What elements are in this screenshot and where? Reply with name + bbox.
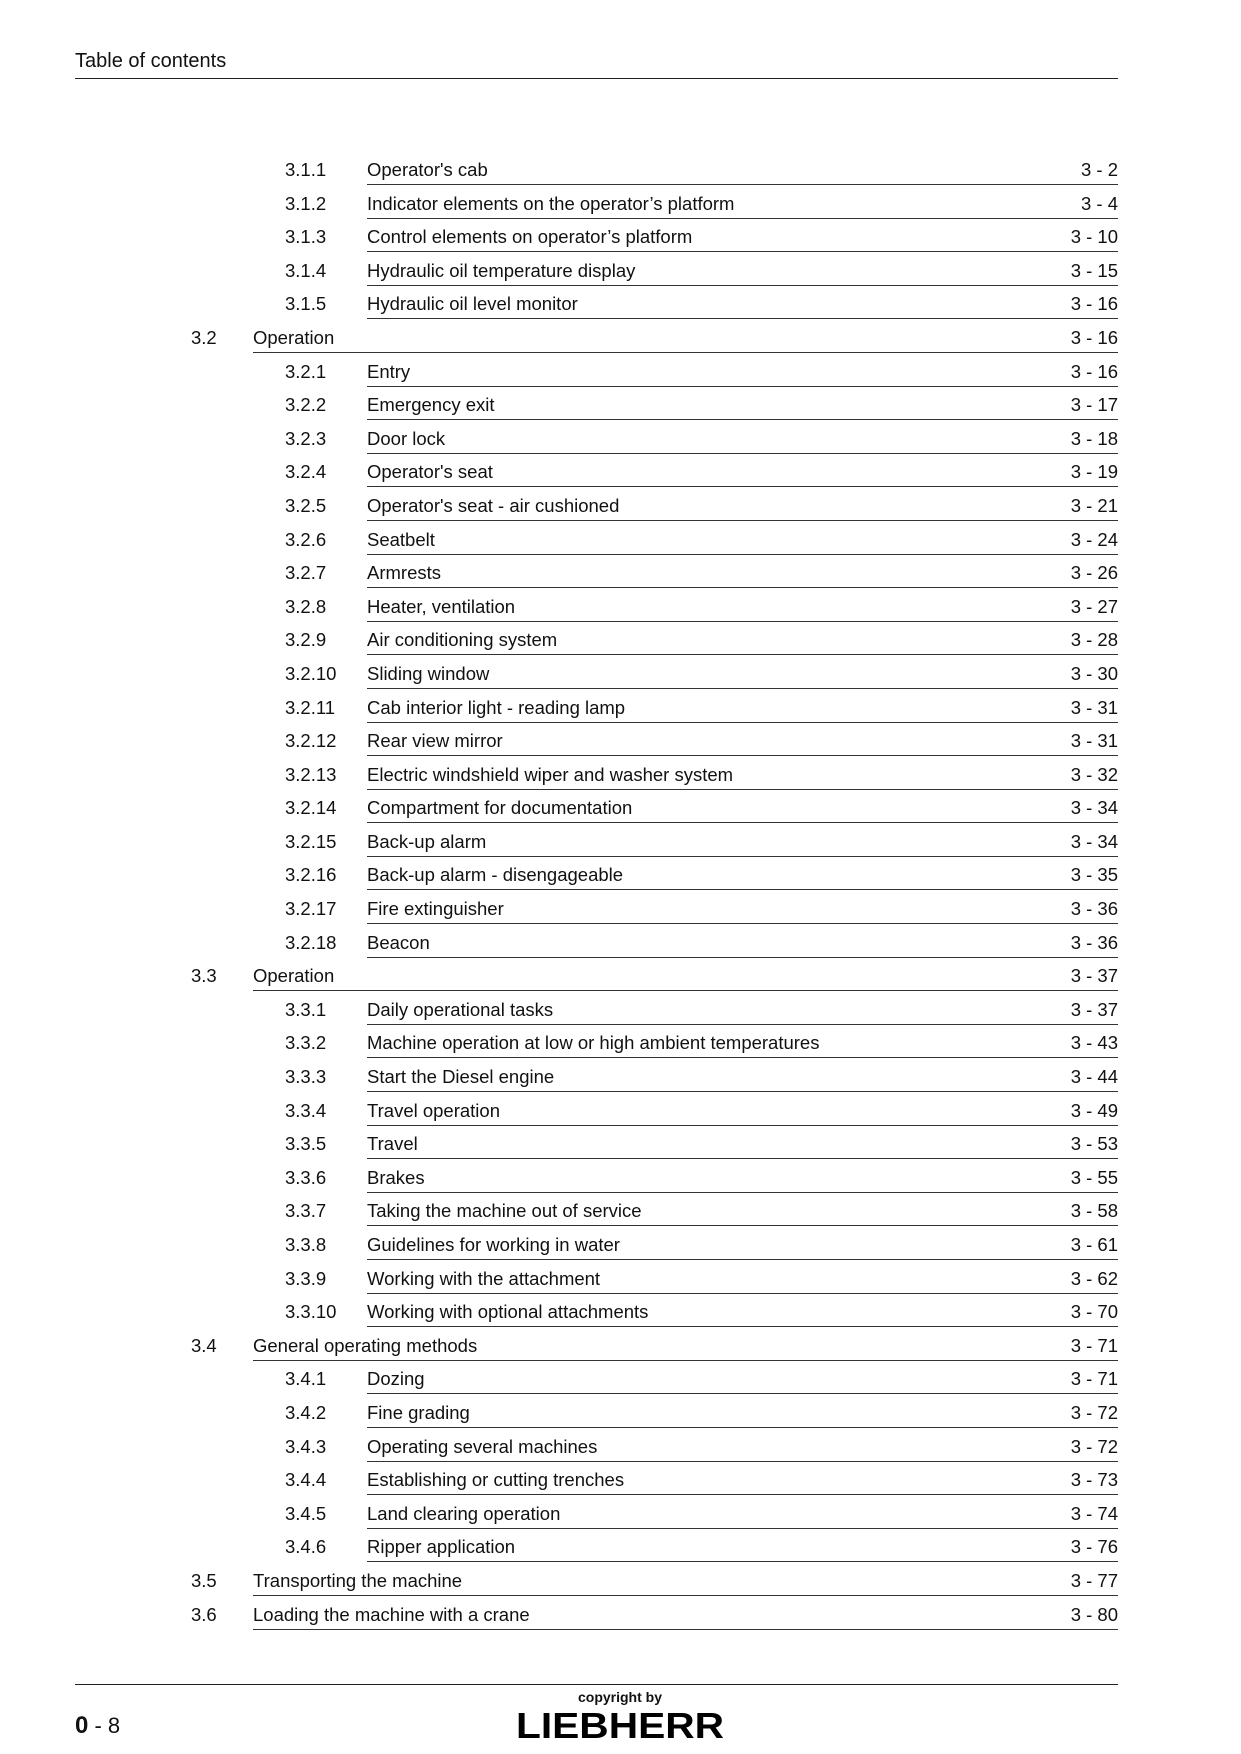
toc-entry-line: [367, 1396, 1118, 1428]
toc-entry-line: [367, 691, 1118, 723]
toc-entry-number: 3.4.2: [285, 1401, 327, 1423]
toc-section-row[interactable]: [0, 321, 1241, 355]
toc-subsection-row[interactable]: [0, 590, 1241, 624]
toc-subsection-row[interactable]: [0, 220, 1241, 254]
page-separator: -: [88, 1713, 108, 1738]
toc-entry-title[interactable]: Fire extinguisher: [367, 898, 504, 920]
page-chapter: 0: [75, 1712, 89, 1739]
toc-entry-line: [253, 1598, 1118, 1630]
toc-entry-number: 3.3.8: [285, 1234, 327, 1255]
toc-entry-title[interactable]: Operation: [253, 965, 335, 987]
toc-entry-page[interactable]: 3 - 80: [1070, 1603, 1118, 1625]
toc-entry-title[interactable]: Transporting the machine: [253, 1569, 463, 1591]
toc-entry-page[interactable]: 3 - 4: [1080, 192, 1118, 214]
toc-entry-page[interactable]: 3 - 15: [1070, 259, 1118, 281]
toc-entry-number: 3.2.11: [285, 696, 336, 718]
toc-entry-page[interactable]: 3 - 49: [1070, 1099, 1118, 1121]
toc-subsection-row[interactable]: [0, 993, 1241, 1027]
toc-entry-title[interactable]: Machine operation at low or high ambient temperatures: [367, 1032, 820, 1054]
toc-entry-title[interactable]: Brakes: [367, 1166, 425, 1188]
toc-section-row[interactable]: [0, 1598, 1241, 1632]
toc-subsection-row[interactable]: [0, 1262, 1241, 1296]
toc-subsection-row[interactable]: [0, 1396, 1241, 1430]
toc-subsection-row[interactable]: [0, 1497, 1241, 1531]
toc-entry-page[interactable]: 3 - 30: [1070, 662, 1118, 684]
toc-entry-number: 3.3.2: [285, 1032, 327, 1054]
toc-entry-number: 3.2.18: [285, 931, 337, 953]
toc-entry-page[interactable]: 3 - 18: [1070, 427, 1118, 449]
toc-entry-number: 3.4: [191, 1334, 217, 1356]
toc-subsection-row[interactable]: [0, 858, 1241, 892]
toc-entry-number: 3.2.17: [285, 898, 337, 920]
toc-entry-number: 3.2.13: [285, 763, 337, 785]
page-header-title: Table of contents: [75, 50, 227, 72]
toc-entry-line: [367, 153, 1118, 185]
toc-entry-line: [367, 455, 1118, 487]
toc-entry-number: 3.2.10: [285, 662, 337, 684]
toc-entry-title[interactable]: Operator's seat - air cushioned: [367, 494, 620, 516]
toc-entry-number: 3.2.8: [285, 595, 327, 617]
toc-entry-line: [367, 287, 1118, 319]
toc-entry-page[interactable]: 3 - 72: [1070, 1435, 1118, 1457]
toc-subsection-row[interactable]: [0, 926, 1241, 960]
toc-entry-page[interactable]: 3 - 31: [1070, 696, 1118, 718]
toc-entry-page[interactable]: 3 - 32: [1070, 763, 1118, 785]
toc-entry-title[interactable]: Back-up alarm: [367, 830, 487, 852]
toc-entry-title[interactable]: Operating several machines: [367, 1435, 598, 1457]
toc-entry-line: [367, 1262, 1118, 1294]
toc-entry-page[interactable]: 3 - 71: [1070, 1368, 1118, 1390]
toc-entry-title[interactable]: Compartment for documentation: [367, 797, 633, 819]
toc-entry-title[interactable]: Land clearing operation: [367, 1502, 561, 1524]
toc-entry-number: 3.6: [191, 1603, 217, 1625]
toc-entry-title[interactable]: Establishing or cutting trenches: [367, 1469, 625, 1491]
toc-subsection-row[interactable]: [0, 724, 1241, 758]
toc-entry-page[interactable]: 3 - 43: [1070, 1032, 1118, 1054]
toc-subsection-row[interactable]: [0, 791, 1241, 825]
toc-entry-title[interactable]: Rear view mirror: [367, 730, 503, 752]
toc-entry-title[interactable]: Taking the machine out of service: [367, 1200, 642, 1222]
toc-entry-line: [367, 1194, 1118, 1226]
toc-subsection-row[interactable]: [0, 758, 1241, 792]
toc-entry-line: [367, 758, 1118, 790]
toc-entry-title[interactable]: General operating methods: [253, 1334, 478, 1356]
toc-entry-page[interactable]: 3 - 36: [1070, 898, 1118, 920]
toc-subsection-row[interactable]: [0, 691, 1241, 725]
toc-entry-number: 3.4.1: [285, 1368, 327, 1390]
toc-entry-title[interactable]: Operator's seat: [367, 461, 493, 483]
toc-entry-title[interactable]: Hydraulic oil level monitor: [367, 293, 578, 315]
toc-entry-line: [367, 1026, 1118, 1058]
toc-entry-number: 3.4.5: [285, 1502, 327, 1524]
toc-entry-number: 3.3.6: [285, 1166, 327, 1188]
toc-subsection-row[interactable]: [0, 355, 1241, 389]
toc-subsection-row[interactable]: [0, 523, 1241, 557]
toc-entry-line: [367, 791, 1118, 823]
toc-entry-number: 3.2.4: [285, 461, 327, 483]
toc-entry-title[interactable]: Seatbelt: [367, 528, 435, 550]
toc-subsection-row[interactable]: [0, 1430, 1241, 1464]
toc-entry-line: [253, 1564, 1118, 1596]
toc-entry-title[interactable]: Fine grading: [367, 1401, 470, 1423]
toc-entry-line: [367, 1127, 1118, 1159]
toc-entry-line: [367, 388, 1118, 420]
toc-subsection-row[interactable]: [0, 623, 1241, 657]
toc-entry-page[interactable]: 3 - 34: [1070, 830, 1118, 852]
toc-subsection-row[interactable]: [0, 1228, 1241, 1262]
toc-entry-number: 3.2.6: [285, 528, 327, 550]
toc-entry-line: [367, 993, 1118, 1025]
toc-section-row[interactable]: [0, 1329, 1241, 1363]
toc-entry-line: [367, 1094, 1118, 1126]
toc-subsection-row[interactable]: [0, 1530, 1241, 1564]
toc-entry-line: [367, 489, 1118, 521]
toc-subsection-row[interactable]: [0, 422, 1241, 456]
toc-entry-title[interactable]: Working with the attachment: [367, 1267, 601, 1289]
toc-entry-page[interactable]: 3 - 21: [1070, 494, 1118, 516]
toc-entry-line: [367, 422, 1118, 454]
toc-subsection-row[interactable]: [0, 489, 1241, 523]
toc-entry-page[interactable]: 3 - 53: [1070, 1133, 1118, 1155]
toc-subsection-row[interactable]: [0, 1194, 1241, 1228]
toc-subsection-row[interactable]: [0, 1127, 1241, 1161]
table-of-contents: [0, 153, 1241, 1631]
toc-entry-number: 3.4.3: [285, 1435, 327, 1457]
toc-entry-number: 3.2.14: [285, 797, 337, 819]
toc-entry-number: 3.2.12: [285, 730, 337, 752]
toc-entry-title[interactable]: Cab interior light - reading lamp: [367, 696, 626, 718]
liebherr-logo-icon: [500, 1705, 740, 1745]
toc-entry-line: [367, 623, 1118, 655]
toc-entry-page[interactable]: 3 - 17: [1070, 394, 1118, 416]
toc-entry-page[interactable]: 3 - 16: [1070, 360, 1118, 382]
toc-entry-line: [367, 523, 1118, 555]
toc-entry-page[interactable]: 3 - 71: [1070, 1334, 1118, 1356]
toc-entry-line: [367, 892, 1118, 924]
toc-entry-title[interactable]: Working with optional attachments: [367, 1301, 649, 1323]
toc-entry-number: 3.2.5: [285, 494, 327, 516]
toc-entry-page[interactable]: 3 - 10: [1070, 226, 1118, 248]
toc-entry-line: [367, 355, 1118, 387]
toc-entry-line: [367, 1295, 1118, 1327]
toc-section-row[interactable]: [0, 959, 1241, 993]
toc-subsection-row[interactable]: [0, 892, 1241, 926]
toc-entry-title[interactable]: Armrests: [367, 562, 441, 584]
toc-entry-page[interactable]: 3 - 62: [1070, 1267, 1118, 1289]
toc-entry-page[interactable]: 3 - 77: [1070, 1569, 1118, 1591]
header-divider: [75, 78, 1118, 79]
toc-subsection-row[interactable]: [0, 1060, 1241, 1094]
toc-entry-line: [367, 1060, 1118, 1092]
page-number: [75, 1712, 120, 1740]
toc-entry-page[interactable]: 3 - 76: [1070, 1536, 1118, 1558]
copyright-notice: copyright by: [577, 1689, 662, 1705]
toc-entry-title[interactable]: Daily operational tasks: [367, 998, 554, 1020]
toc-entry-page[interactable]: 3 - 74: [1070, 1502, 1118, 1524]
toc-entry-title[interactable]: Operation: [253, 326, 335, 348]
toc-entry-number: 3.4.4: [285, 1469, 327, 1491]
toc-entry-number: 3.2.15: [285, 830, 337, 852]
toc-entry-title[interactable]: Hydraulic oil temperature display: [367, 259, 636, 281]
toc-entry-title[interactable]: Air conditioning system: [367, 629, 558, 651]
toc-entry-line: [367, 254, 1118, 286]
toc-entry-number: 3.1.4: [285, 259, 327, 281]
toc-entry-number: 3.1.3: [285, 226, 327, 248]
toc-entry-line: [367, 1430, 1118, 1462]
toc-entry-line: [367, 657, 1118, 689]
toc-entry-line: [367, 187, 1118, 219]
toc-entry-title[interactable]: Sliding window: [367, 662, 490, 684]
toc-subsection-row[interactable]: [0, 556, 1241, 590]
toc-entry-number: 3.2.16: [285, 864, 337, 886]
toc-entry-page[interactable]: 3 - 44: [1070, 1066, 1118, 1088]
toc-entry-line: [253, 1329, 1118, 1361]
toc-entry-title[interactable]: Travel operation: [367, 1099, 500, 1121]
toc-entry-title[interactable]: Door lock: [367, 427, 446, 449]
toc-entry-number: 3.3.1: [285, 998, 327, 1020]
toc-entry-number: 3.1.2: [285, 192, 327, 214]
toc-entry-number: 3.2.2: [285, 394, 327, 416]
toc-subsection-row[interactable]: [0, 1295, 1241, 1329]
toc-subsection-row[interactable]: [0, 388, 1241, 422]
toc-entry-line: [367, 926, 1118, 958]
toc-entry-number: 3.2.7: [285, 562, 327, 584]
toc-subsection-row[interactable]: [0, 287, 1241, 321]
toc-entry-title[interactable]: Indicator elements on the operator’s platform: [367, 192, 735, 214]
toc-entry-title[interactable]: Dozing: [367, 1368, 425, 1390]
toc-entry-title[interactable]: Ripper application: [367, 1536, 516, 1558]
toc-entry-line: [367, 858, 1118, 890]
toc-entry-number: 3.4.6: [285, 1536, 327, 1558]
toc-entry-page[interactable]: 3 - 2: [1080, 159, 1118, 180]
toc-subsection-row[interactable]: [0, 1094, 1241, 1128]
toc-entry-title[interactable]: Start the Diesel engine: [367, 1066, 555, 1088]
toc-entry-title[interactable]: Electric windshield wiper and washer system: [367, 763, 734, 785]
toc-entry-page[interactable]: 3 - 70: [1070, 1301, 1118, 1323]
toc-entry-page[interactable]: 3 - 24: [1070, 528, 1118, 550]
toc-entry-line: [253, 321, 1118, 353]
toc-entry-page[interactable]: 3 - 16: [1070, 293, 1118, 315]
toc-entry-number: 3.2.1: [285, 360, 327, 382]
toc-entry-number: 3.2.3: [285, 427, 327, 449]
toc-subsection-row[interactable]: [0, 254, 1241, 288]
toc-section-row[interactable]: [0, 1564, 1241, 1598]
toc-entry-title[interactable]: Beacon: [367, 931, 430, 953]
toc-entry-line: [367, 1463, 1118, 1495]
toc-entry-line: [367, 1530, 1118, 1562]
toc-entry-title[interactable]: Guidelines for working in water: [367, 1234, 620, 1255]
toc-entry-line: [367, 1161, 1118, 1193]
toc-subsection-row[interactable]: [0, 1362, 1241, 1396]
toc-subsection-row[interactable]: [0, 455, 1241, 489]
toc-entry-line: [367, 220, 1118, 252]
logo-text: LIEBHERR: [516, 1705, 724, 1745]
toc-entry-line: [367, 1362, 1118, 1394]
toc-subsection-row[interactable]: [0, 1161, 1241, 1195]
toc-entry-title[interactable]: Entry: [367, 360, 411, 382]
toc-entry-title[interactable]: Heater, ventilation: [367, 595, 516, 617]
page-number-value: 8: [107, 1713, 121, 1738]
toc-entry-page[interactable]: 3 - 28: [1070, 629, 1118, 651]
toc-entry-number: 3.3.10: [285, 1301, 337, 1323]
toc-entry-number: 3.3.9: [285, 1267, 327, 1289]
toc-entry-line: [367, 1228, 1118, 1260]
toc-entry-page[interactable]: 3 - 35: [1070, 864, 1118, 886]
toc-entry-page[interactable]: 3 - 37: [1070, 965, 1118, 987]
toc-entry-line: [367, 724, 1118, 756]
toc-subsection-row[interactable]: [0, 1026, 1241, 1060]
toc-entry-number: 3.2.9: [285, 629, 327, 651]
toc-entry-title[interactable]: Control elements on operator’s platform: [367, 226, 693, 248]
toc-entry-page[interactable]: 3 - 16: [1070, 326, 1118, 348]
toc-entry-number: 3.3.5: [285, 1133, 327, 1155]
toc-entry-line: [367, 556, 1118, 588]
toc-entry-number: 3.3.3: [285, 1066, 327, 1088]
toc-entry-page[interactable]: 3 - 61: [1070, 1234, 1118, 1255]
toc-entry-number: 3.1.5: [285, 293, 327, 315]
toc-entry-title[interactable]: Back-up alarm - disengageable: [367, 864, 624, 886]
toc-entry-number: 3.5: [191, 1569, 217, 1591]
toc-entry-page[interactable]: 3 - 55: [1070, 1166, 1118, 1188]
toc-entry-number: 3.2: [191, 326, 217, 348]
toc-entry-page[interactable]: 3 - 36: [1070, 931, 1118, 953]
toc-subsection-row[interactable]: [0, 1463, 1241, 1497]
toc-entry-title[interactable]: Loading the machine with a crane: [253, 1603, 530, 1625]
toc-subsection-row[interactable]: [0, 153, 1241, 187]
toc-entry-line: [253, 959, 1118, 991]
toc-entry-line: [367, 1497, 1118, 1529]
toc-entry-number: 3.1.1: [285, 159, 327, 180]
toc-subsection-row[interactable]: [0, 657, 1241, 691]
toc-subsection-row[interactable]: [0, 187, 1241, 221]
toc-entry-line: [367, 590, 1118, 622]
toc-entry-page[interactable]: 3 - 58: [1070, 1200, 1118, 1222]
toc-entry-page[interactable]: 3 - 73: [1070, 1469, 1118, 1491]
toc-entry-page[interactable]: 3 - 72: [1070, 1401, 1118, 1423]
toc-subsection-row[interactable]: [0, 825, 1241, 859]
toc-entry-title[interactable]: Travel: [367, 1133, 418, 1155]
toc-entry-title[interactable]: Emergency exit: [367, 394, 495, 416]
toc-entry-line: [367, 825, 1118, 857]
toc-entry-page[interactable]: 3 - 34: [1070, 797, 1118, 819]
toc-entry-page[interactable]: 3 - 37: [1070, 998, 1118, 1020]
toc-entry-title[interactable]: Operator's cab: [367, 159, 488, 180]
toc-entry-number: 3.3.4: [285, 1099, 327, 1121]
toc-entry-page[interactable]: 3 - 31: [1070, 730, 1118, 752]
toc-entry-page[interactable]: 3 - 26: [1070, 562, 1118, 584]
toc-entry-page[interactable]: 3 - 27: [1070, 595, 1118, 617]
footer-divider: [75, 1684, 1118, 1685]
toc-entry-page[interactable]: 3 - 19: [1070, 461, 1118, 483]
toc-entry-number: 3.3.7: [285, 1200, 327, 1222]
toc-entry-number: 3.3: [191, 965, 217, 987]
